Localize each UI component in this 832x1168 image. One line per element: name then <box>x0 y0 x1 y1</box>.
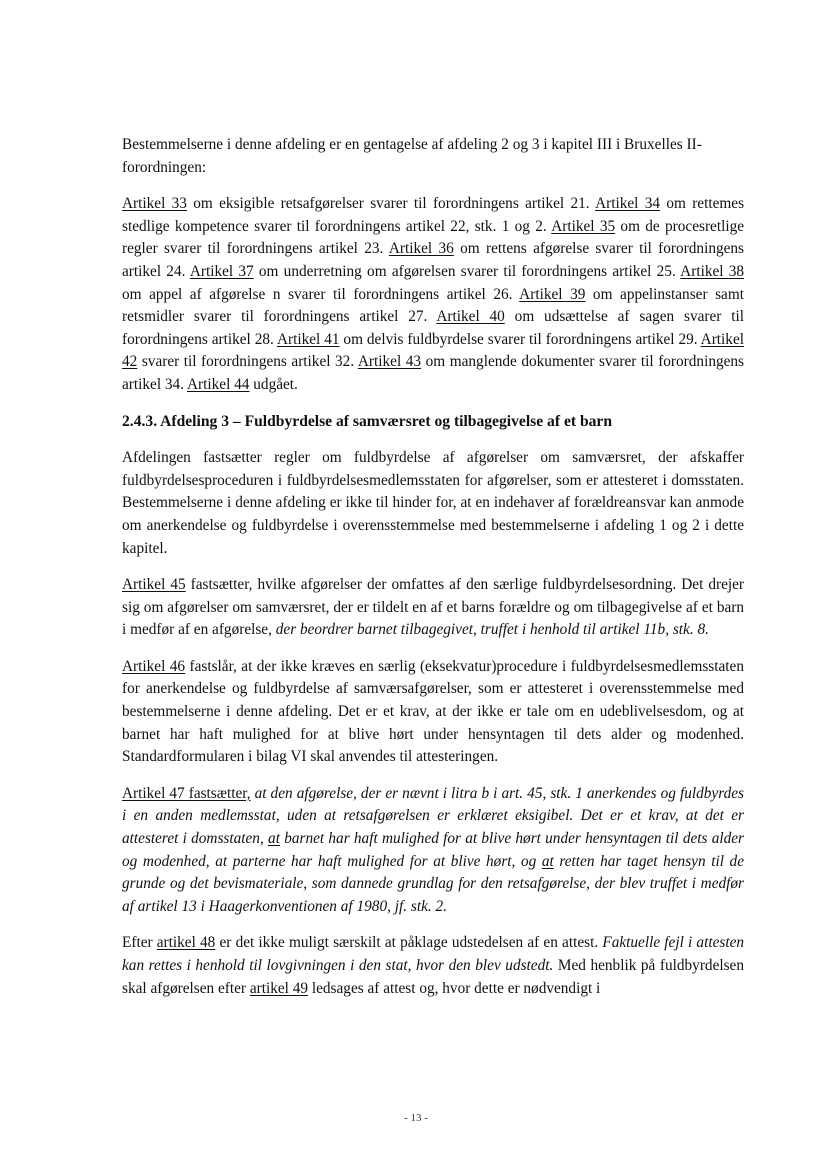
link-artikel-35[interactable]: Artikel 35 <box>551 217 616 235</box>
paragraph-text: om eksigible retsafgørelser svarer til forordningens artikel 21. <box>186 195 596 213</box>
link-artikel-33[interactable]: Artikel 33 <box>122 195 187 213</box>
document-body <box>122 134 744 1000</box>
paragraph-text: om underretning om afgørelsen svarer til forordningens artikel 25. <box>253 262 681 280</box>
paragraph-text: om rettens afgørelse svarer til forordningens artikel 24. <box>122 240 745 280</box>
artikel-45-paragraph <box>122 574 744 642</box>
link-artikel-48[interactable]: artikel 48 <box>156 934 216 952</box>
paragraph-text: udgået. <box>249 375 298 393</box>
link-artikel-37[interactable]: Artikel 37 <box>189 262 254 280</box>
paragraph-text: Efter <box>122 934 157 952</box>
italic-text: barnet har haft mulighed for at blive hørt under hensyntagen til dets alder og modenhed, at parterne har haft mulighed for at blive hørt, og <box>122 830 745 870</box>
link-artikel-38[interactable]: Artikel 38 <box>680 262 745 280</box>
link-artikel-40[interactable]: Artikel 40 <box>436 308 505 326</box>
paragraph-text: fastslår, at der ikke kræves en særlig (eksekvatur)procedure i fuldbyrdelsesmedlemsstaten for anerkendelse og fuldbyrdelse af samværsafgørelser, som er attesteret i overensstemmelse med bestemmelserne i denne afdeling. Det er et krav, at der ikke er tale om en udeblivelsesdom, og at barnet har haft mulighed for at blive hørt under hensyntagen til dets alder og modenhed. Standardformularen i bilag VI skal anvendes til attesteringen. <box>122 657 744 766</box>
paragraph-text: Afdelingen fastsætter regler om fuldbyrdelse af afgørelser om samværsret, der afskaffer fuldbyrdelsesproceduren i fuldbyrdelsesmedlemsstaten for afgørelser, som er attesteret i domsstaten. Bestemmelserne i denne afdeling er ikke til hinder for, at en indehaver af forældreansvar kan anmode om anerkendelse og fuldbyrdelse i overensstemmelse med bestemmelserne i afdeling 1 og 2 i dette kapitel. <box>122 449 744 557</box>
link-artikel-41[interactable]: Artikel 41 <box>276 330 340 348</box>
section-intro-paragraph <box>122 447 744 560</box>
paragraph-text: ledsages af attest og, hvor dette er nødvendigt i <box>308 979 601 997</box>
paragraph-text: om appel af afgørelse n svarer til forordningens artikel 26. <box>122 285 520 303</box>
intro-text: Bestemmelserne i denne afdeling er en gentagelse af afdeling 2 og 3 i kapitel III i Bruxelles II-forordningen: <box>122 136 702 176</box>
paragraph-text: om appelinstanser samt retsmidler svarer til forordningens artikel 27. <box>122 285 745 326</box>
link-artikel-42[interactable]: Artikel 42 <box>122 330 744 371</box>
italic-text: retten har taget hensyn til de grunde og det bevismateriale, som dannede grundlag for den retsafgørelse, der blev truffet i medfør af artikel 13 i Haagerkonventionen af 1980, jf. stk. 2. <box>122 852 744 915</box>
link-artikel-43[interactable]: Artikel 43 <box>357 353 422 371</box>
link-artikel-46[interactable]: Artikel 46 <box>122 657 186 675</box>
paragraph-text: er det ikke muligt særskilt at påklage udstedelsen af en attest. <box>215 934 603 952</box>
paragraph-text: fastsætter, hvilke afgørelser der omfattes af den særlige fuldbyrdelsesordning. Det drejer sig om afgørelser om samværsret, der er tildelt en af et barns forældre og om tilbagegivelse af et barn i medfør af en afgørelse, <box>122 576 745 639</box>
intro-paragraph <box>122 134 744 179</box>
link-artikel-36[interactable]: Artikel 36 <box>388 240 454 258</box>
italic-text: der beordrer barnet tilbagegivet, truffet i henhold til artikel 11b, stk. 8. <box>275 621 709 639</box>
paragraph-text: om manglende dokumenter svarer til forordningens artikel 34. <box>122 353 745 393</box>
paragraph-text: Med henblik på fuldbyrdelsen skal afgørelsen efter <box>122 957 744 997</box>
paragraph-text: om rettemes stedlige kompetence svarer til forordningens artikel 22, stk. 1 og 2. <box>122 195 745 235</box>
link-artikel-44[interactable]: Artikel 44 <box>187 375 250 393</box>
artikel-48-paragraph <box>122 932 744 1000</box>
paragraph-text: svarer til forordningens artikel 32. <box>137 353 358 371</box>
underlined-word: at <box>541 852 554 870</box>
link-artikel-49[interactable]: artikel 49 <box>249 979 309 997</box>
artikel-46-paragraph <box>122 656 744 769</box>
page-number: - 13 - <box>404 1112 428 1124</box>
link-artikel-39[interactable]: Artikel 39 <box>519 285 586 303</box>
link-artikel-34[interactable]: Artikel 34 <box>595 195 661 213</box>
article-list-paragraph <box>122 193 744 396</box>
paragraph-text: om udsættelse af sagen svarer til forordningens artikel 28. <box>122 308 744 348</box>
link-artikel-47[interactable]: Artikel 47 fastsætter, <box>122 784 251 802</box>
paragraph-text: om delvis fuldbyrdelse svarer til forordningens artikel 29. <box>339 330 701 348</box>
artikel-47-paragraph <box>122 783 744 919</box>
section-heading: 2.4.3. Afdeling 3 – Fuldbyrdelse af samværsret og tilbagegivelse af et barn <box>122 412 613 430</box>
italic-text: at den afgørelse, der er nævnt i litra b i art. 45, stk. 1 anerkendes og fuldbyrdes i en anden medlemsstat, uden at retsafgørelsen er erklæret eksigibel. Det er et krav, at det er attesteret i domsstaten, <box>122 784 744 848</box>
link-artikel-45[interactable]: Artikel 45 <box>122 576 186 594</box>
italic-text: Faktuelle fejl i attesten kan rettes i henhold til lovgivningen i den stat, hvor den blev udstedt. <box>122 934 745 974</box>
underlined-word: at <box>268 830 280 848</box>
paragraph-text: om de procesretlige regler svarer til forordningens artikel 23. <box>122 217 745 258</box>
